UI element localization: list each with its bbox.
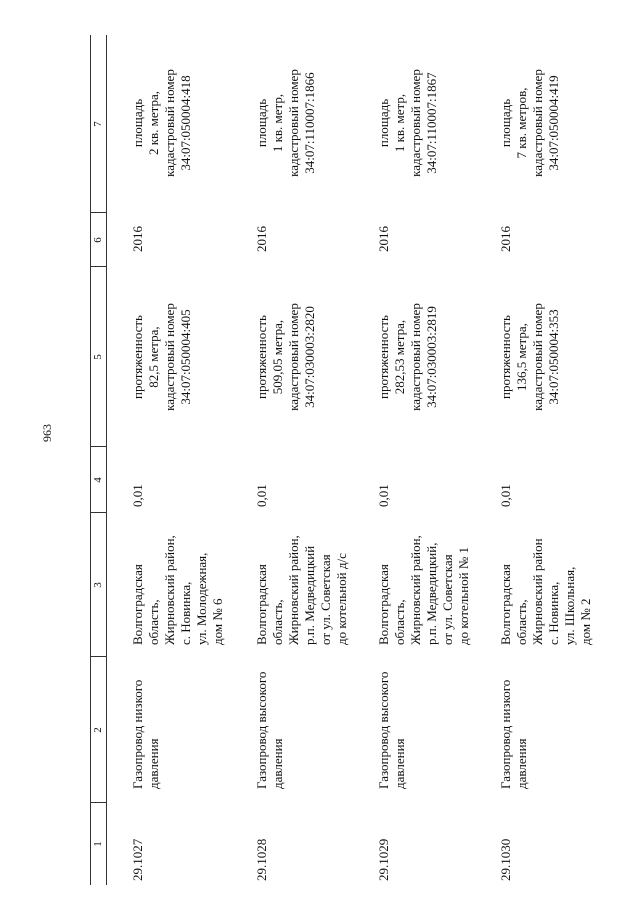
share-value: [376, 449, 392, 507]
object-address-line: область,: [270, 599, 285, 645]
column-header: 2: [92, 727, 104, 733]
object-area-line: 2 кв. метра,: [146, 90, 161, 156]
object-name-line: давления: [270, 738, 285, 789]
object-area-line: 34:07:110007:1867: [424, 72, 439, 174]
year-value-line: 2016: [498, 226, 513, 252]
share-value-line: 0,01: [498, 484, 513, 507]
object-address-line: до котельной д/с: [334, 553, 349, 645]
object-length-line: кадастровый номер: [286, 303, 301, 411]
object-area-line: площадь: [376, 98, 391, 148]
object-length-line: кадастровый номер: [162, 303, 177, 411]
object-area-line: площадь: [498, 98, 513, 148]
object-address: [498, 515, 594, 645]
object-length: [130, 269, 194, 445]
object-length-line: 282,53 метра,: [392, 319, 407, 395]
object-address-line: Жирновский район,: [286, 535, 301, 645]
record-number-line: 29.1030: [498, 838, 513, 881]
share-value: [254, 449, 270, 507]
object-length-line: 136,5 метра,: [514, 323, 529, 391]
object-name-line: давления: [392, 738, 407, 789]
object-address-line: дом № 2: [578, 598, 593, 645]
object-name-line: Газопровод высокого: [376, 671, 391, 789]
object-length-line: кадастровый номер: [408, 303, 423, 411]
record-number-line: 29.1028: [254, 838, 269, 881]
object-address-line: с. Новинка,: [178, 581, 193, 645]
object-length: [498, 269, 562, 445]
object-area-line: кадастровый номер: [286, 69, 301, 177]
object-area: [376, 35, 440, 211]
object-name: [376, 659, 408, 789]
object-address-line: Волгоградская: [254, 564, 269, 645]
object-area-line: 1 кв. метр,: [270, 93, 285, 153]
object-address-line: от ул. Советская: [318, 554, 333, 645]
column-header: 4: [92, 477, 104, 483]
object-address-line: область,: [392, 599, 407, 645]
object-length-line: 509,05 метра,: [270, 319, 285, 395]
object-name: [254, 659, 286, 789]
object-name-line: Газопровод низкого: [498, 679, 513, 789]
column-header: 5: [92, 354, 104, 360]
object-length-line: 34:07:030003:2819: [424, 306, 439, 408]
year-value: [376, 213, 392, 265]
object-address-line: до котельной № 1: [456, 546, 471, 645]
record-number-line: 29.1029: [376, 838, 391, 881]
table-top-rule: [90, 35, 91, 885]
object-address-line: Волгоградская: [498, 564, 513, 645]
year-value-line: 2016: [254, 226, 269, 252]
object-name-line: Газопровод низкого: [130, 679, 145, 789]
share-value: [130, 449, 146, 507]
object-address-line: дом № 6: [210, 598, 225, 645]
share-value-line: 0,01: [254, 484, 269, 507]
object-length-line: протяженность: [498, 315, 513, 399]
record-number: [130, 805, 146, 881]
object-length-line: протяженность: [130, 315, 145, 399]
object-address-line: от ул. Советская: [440, 554, 455, 645]
object-area-line: 34:07:050004:418: [178, 75, 193, 171]
object-address-line: р.п. Медведицкий,: [424, 542, 439, 645]
object-length-line: кадастровый номер: [530, 303, 545, 411]
object-address-line: Волгоградская: [376, 564, 391, 645]
column-header: 3: [92, 582, 104, 588]
page-number: 963: [40, 424, 54, 442]
object-address-line: с. Новинка,: [546, 581, 561, 645]
object-address-line: ул. Молодежная,: [194, 552, 209, 645]
column-header: 7: [92, 121, 104, 127]
object-address: [130, 515, 226, 645]
object-name-line: Газопровод высокого: [254, 671, 269, 789]
column-header: 6: [92, 237, 104, 243]
object-name: [130, 659, 162, 789]
object-area-line: площадь: [130, 98, 145, 148]
object-area-line: 7 кв. метров,: [514, 87, 529, 159]
object-address-line: Жирновский район,: [408, 535, 423, 645]
record-number: [254, 805, 270, 881]
object-area: [130, 35, 194, 211]
object-address-line: р.п. Медведицкий: [302, 545, 317, 645]
header-bottom-rule: [106, 35, 107, 885]
year-value: [498, 213, 514, 265]
object-length-line: 82,5 метра,: [146, 326, 161, 388]
object-name-line: давления: [514, 738, 529, 789]
object-address-line: область,: [146, 599, 161, 645]
object-address-line: ул. Школьная,: [562, 566, 577, 645]
object-address: [254, 515, 350, 645]
year-value: [130, 213, 146, 265]
object-area-line: кадастровый номер: [530, 69, 545, 177]
object-area: [498, 35, 562, 211]
object-length-line: 34:07:030003:2820: [302, 306, 317, 408]
record-number-line: 29.1027: [130, 838, 145, 881]
object-area-line: 34:07:110007:1866: [302, 72, 317, 174]
share-value-line: 0,01: [376, 484, 391, 507]
object-name: [498, 659, 530, 789]
year-value: [254, 213, 270, 265]
object-address: [376, 515, 472, 645]
share-value-line: 0,01: [130, 484, 145, 507]
rotated-table: [90, 35, 593, 885]
object-length: [254, 269, 318, 445]
object-length-line: 34:07:050004:405: [178, 309, 193, 405]
record-number: [498, 805, 514, 881]
year-value-line: 2016: [130, 226, 145, 252]
object-address-line: Жирновский район: [530, 538, 545, 645]
object-address-line: Жирновский район,: [162, 535, 177, 645]
object-address-line: область,: [514, 599, 529, 645]
column-header: 1: [92, 841, 104, 847]
year-value-line: 2016: [376, 226, 391, 252]
object-length-line: протяженность: [376, 315, 391, 399]
record-number: [376, 805, 392, 881]
object-area-line: кадастровый номер: [162, 69, 177, 177]
object-area-line: кадастровый номер: [408, 69, 423, 177]
object-length-line: 34:07:050004:353: [546, 309, 561, 405]
share-value: [498, 449, 514, 507]
object-length: [376, 269, 440, 445]
object-area-line: 1 кв. метр,: [392, 93, 407, 153]
object-area-line: 34:07:050004:419: [546, 75, 561, 171]
object-name-line: давления: [146, 738, 161, 789]
object-area: [254, 35, 318, 211]
object-length-line: протяженность: [254, 315, 269, 399]
object-address-line: Волгоградская: [130, 564, 145, 645]
object-area-line: площадь: [254, 98, 269, 148]
